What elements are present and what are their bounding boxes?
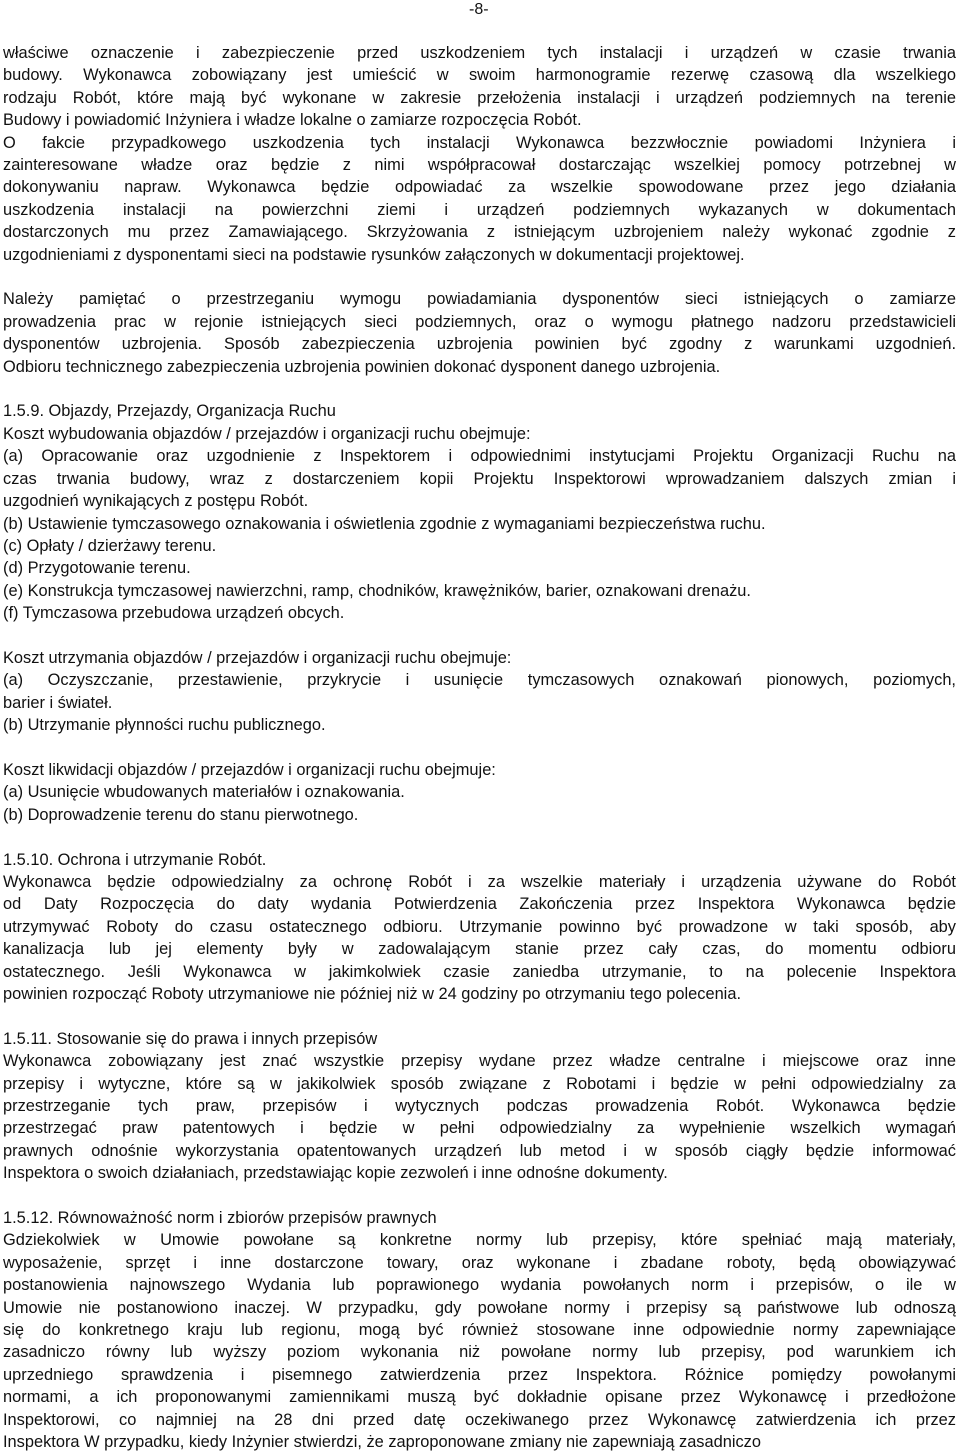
text-line: (a) Oczyszczanie, przestawienie, przykrycie i usunięcie tymczasowych oznakowań pionowych, poziomych, [3,671,956,690]
text-line: barier i świateł. [3,693,113,712]
paragraph [3,400,956,624]
text-line: Inspektora W przypadku, kiedy Inżynier stwierdzi, że zaproponowane zmiany nie zapewniają zasadniczo [3,1433,761,1452]
text-line: od Daty Rozpoczęcia do daty wydania Potwierdzenia Zakończenia przez Inspektora Wykonawca będzie [3,895,956,914]
text-line: Wykonawca będzie odpowiedzialny za ochronę Robót i za wszelkie materiały i urządzenia używane do Robót [3,872,956,891]
paragraph-gap [3,1185,956,1207]
text-line: dostarczonych mu przez Zamawiającego. Skrzyżowania z istniejącym uzbrojeniem należy wykonać zgodnie z [3,223,956,242]
text-line: utrzymywać Roboty do czasu ostatecznego odbioru. Utrzymanie powinno być prowadzone w taki sposób, aby [3,917,956,936]
text-line: ostatecznego. Jeśli Wykonawca w jakimkolwiek czasie zaniedba utrzymanie, to na polecenie Inspektora [3,962,956,981]
text-line: wyposażenie, sprzęt i inne dostarczone towary, oraz wykonane i zbadane roboty, będą obowiązywać [3,1253,956,1272]
text-line: Koszt utrzymania objazdów / przejazdów i organizacji ruchu obejmuje: [3,648,512,667]
text-line: dysponentów uzbrojenia. Sposób zabezpieczenia uzbrojenia powinien być zgodny z warunkami uzgodnień. [3,335,956,354]
text-line: Umowie nie postanowiono inaczej. W przypadku, gdy powołane normy i przepisy są państwowe lub odnoszą [3,1298,956,1317]
text-line: Wykonawca zobowiązany jest znać wszystkie przepisy wydane przez władze centralne i miejscowe oraz inne [3,1052,956,1071]
text-line: zasadniczo równy lub wyższy poziom wykonania niż powołane normy lub przepisy, pod warunkiem ich [3,1343,956,1362]
text-line: kanalizacja lub jej elementy były w zadowalającym stanie przez cały czas, do momentu odbioru [3,940,956,959]
text-line: normami, a ich proponowanymi zamiennikami muszą być dokładnie opisane przez Wykonawcę i przedłożone [3,1388,956,1407]
text-line: przepisy i wytyczne, które są w jakikolwiek sposób związane z Robotami i będzie w pełni odpowiedzialny za [3,1074,956,1093]
document-body [3,42,956,1453]
text-line: uszkodzenia instalacji na powierzchni ziemi i urządzeń podziemnych wykazanych w dokumentach [3,200,956,219]
paragraph [3,1028,956,1185]
text-line: (d) Przygotowanie terenu. [3,559,191,578]
text-line: uzgodnień wynikających z postępu Robót. [3,492,309,511]
text-line: się do konkretnego kraju lub regionu, mogą być również stosowane inne odpowiednie normy zapewniające [3,1321,956,1340]
text-line: 1.5.12. Równoważność norm i zbiorów przepisów prawnych [3,1209,437,1228]
paragraph [3,647,956,737]
text-line: (b) Utrzymanie płynności ruchu publicznego. [3,716,326,735]
text-line: zainteresowane władze oraz będzie z nimi współpracował dostarczając wszelkiej pomocy potrzebnej w [3,156,956,175]
text-line: (b) Doprowadzenie terenu do stanu pierwotnego. [3,805,359,824]
text-line: uzgodnieniami z dysponentami sieci na podstawie rysunków załączonych w dokumentacji projektowej. [3,245,745,264]
text-line: prowadzenia prac w rejonie istniejących sieci podziemnych, oraz o wymogu płatnego nadzoru przedstawicieli [3,312,956,331]
paragraph [3,1207,956,1453]
text-line: (e) Konstrukcja tymczasowej nawierzchni, ramp, chodników, krawężników, barier, oznakowani drenażu. [3,581,751,600]
text-line: powinien rozpocząć Roboty utrzymaniowe nie później niż w 24 godziny po otrzymaniu tego polecenia. [3,984,741,1003]
paragraph [3,288,956,378]
text-line: właściwe oznaczenie i zabezpieczenie przed uszkodzeniem tych instalacji i urządzeń w czasie trwania [3,44,956,62]
paragraph [3,759,956,826]
text-line: Inspektora o swoich działaniach, przedstawiając kopie zezwoleń i inne odnośne dokumenty. [3,1164,668,1183]
text-line: O fakcie przypadkowego uszkodzenia tych instalacji Wykonawca bezzwłocznie powiadomi Inżyniera i [3,133,956,152]
text-line: Gdziekolwiek w Umowie powołane są konkretne normy lub przepisy, które spełniać mają materiały, [3,1231,956,1250]
text-line: Koszt wybudowania objazdów / przejazdów i organizacji ruchu obejmuje: [3,424,531,443]
page-number: -8- [469,1,489,18]
text-line: (b) Ustawienie tymczasowego oznakowania i oświetlenia zgodnie z wymaganiami bezpieczeństwa ruchu. [3,514,766,533]
text-line: czas trwania budowy, wraz z dostarczeniem kopii Projektu Inspektorowi wprowadzaniem dalszych zmian i [3,469,956,488]
text-line: dokonywaniu napraw. Wykonawca będzie odpowiadać za wszelkie spowodowane przez jego działania [3,178,956,197]
text-line: 1.5.10. Ochrona i utrzymanie Robót. [3,850,267,869]
text-line: Koszt likwidacji objazdów / przejazdów i organizacji ruchu obejmuje: [3,760,496,779]
paragraph-gap [3,1005,956,1027]
paragraph-gap [3,625,956,647]
text-line: Budowy i powiadomić Inżyniera i władze lokalne o zamiarze rozpoczęcia Robót. [3,111,582,130]
text-line: Odbioru technicznego zabezpieczenia uzbrojenia powinien dokonać dysponent danego uzbrojenia. [3,357,721,376]
text-line: 1.5.11. Stosowanie się do prawa i innych przepisów [3,1029,378,1048]
text-line: (a) Opracowanie oraz uzgodnienie z Inspektorem i odpowiednimi instytucjami Projektu Organizacji Ruchu na [3,447,956,466]
text-line: Należy pamiętać o przestrzeganiu wymogu powiadamiania dysponentów sieci istniejących o zamiarze [3,290,956,309]
paragraph [3,42,956,266]
text-line: uprzedniego sprawdzenia i pisemnego zatwierdzenia przez Inspektora. Różnice pomiędzy powołanymi [3,1365,956,1384]
paragraph-gap [3,737,956,759]
text-line: (f) Tymczasowa przebudowa urządzeń obcych. [3,604,345,623]
text-line: przestrzegać praw patentowych i będzie w pełni odpowiedzialny za wypełnienie wszelkich wymagań [3,1119,956,1138]
paragraph-gap [3,378,956,400]
text-line: Inspektorowi, co najmniej na 28 dni przed datę oczekiwanego przez Wykonawcę zatwierdzenia ich przez [3,1410,956,1429]
paragraph-gap [3,266,956,288]
text-line: przestrzeganie tych praw, przepisów i wytycznych podczas prowadzenia Robót. Wykonawca będzie [3,1097,956,1115]
paragraph-gap [3,826,956,848]
text-line: postanowienia najnowszego Wydania lub poprawionego wydania powołanych norm i przepisów, o ile w [3,1276,956,1295]
paragraph [3,849,956,1006]
text-line: (c) Opłaty / dzierżawy terenu. [3,536,217,555]
text-line: (a) Usunięcie wbudowanych materiałów i oznakowania. [3,783,405,802]
text-line: prawnych odnośnie wykorzystania opatentowanych urządzeń lub metod i w sposób ciągły będzie informować [3,1141,956,1160]
text-line: budowy. Wykonawca zobowiązany jest umieścić w swoim harmonogramie rezerwę czasową dla wszelkiego [3,66,956,85]
text-line: 1.5.9. Objazdy, Przejazdy, Organizacja Ruchu [3,402,336,421]
text-line: rodzaju Robót, które mają być wykonane w zakresie przełożenia instalacji i urządzeń podziemnych na terenie [3,88,956,107]
